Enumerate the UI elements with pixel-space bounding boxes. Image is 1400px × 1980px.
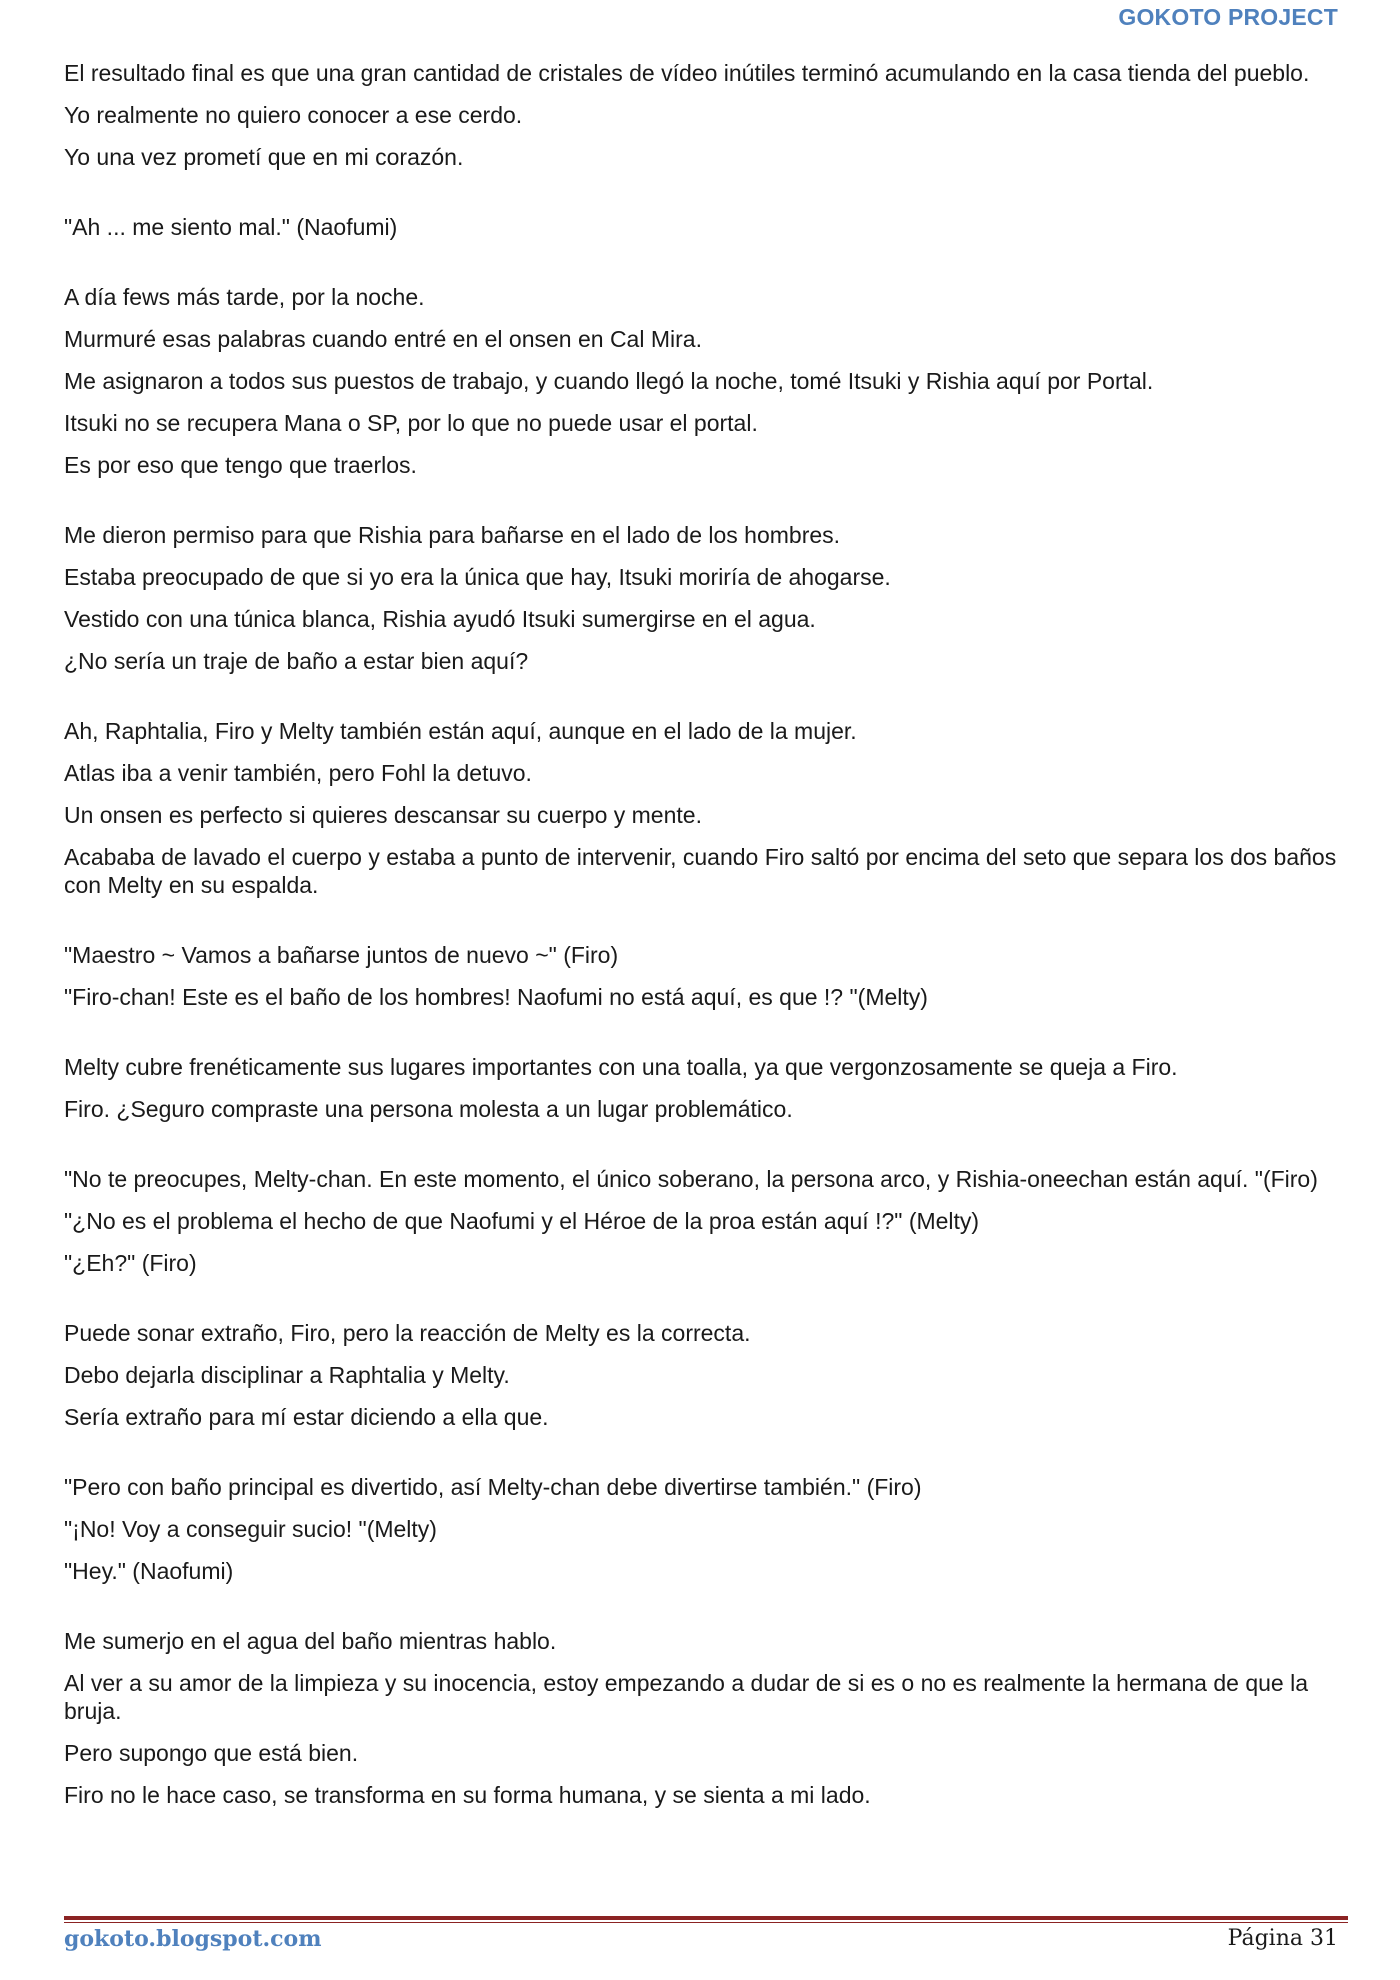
- paragraph: Vestido con una túnica blanca, Rishia ayudó Itsuki sumergirse en el agua.: [64, 606, 816, 632]
- paragraph-gap: [64, 493, 1344, 521]
- paragraph: "Pero con baño principal es divertido, así Melty-chan debe divertirse también." (Firo): [64, 1474, 922, 1500]
- paragraph: Ah, Raphtalia, Firo y Melty también están aquí, aunque en el lado de la mujer.: [64, 718, 857, 744]
- paragraph: Estaba preocupado de que si yo era la única que hay, Itsuki moriría de ahogarse.: [64, 564, 891, 590]
- footer-site-link[interactable]: gokoto.blogspot.com: [64, 1926, 322, 1952]
- paragraph: "¿No es el problema el hecho de que Naofumi y el Héroe de la proa están aquí !?" (Melty): [64, 1208, 980, 1234]
- paragraph-gap: [64, 1025, 1344, 1053]
- paragraph: El resultado final es que una gran cantidad de cristales de vídeo inútiles terminó acumulando en la casa tienda del pueblo.: [64, 60, 1310, 86]
- footer-divider: [64, 1916, 1348, 1920]
- paragraph: "Ah ... me siento mal." (Naofumi): [64, 214, 398, 240]
- document-body: [64, 59, 1344, 1823]
- paragraph: Firo. ¿Seguro compraste una persona molesta a un lugar problemático.: [64, 1096, 793, 1122]
- paragraph: Sería extraño para mí estar diciendo a ella que.: [64, 1404, 549, 1430]
- paragraph: Pero supongo que está bien.: [64, 1740, 359, 1766]
- paragraph: Un onsen es perfecto si quieres descansar su cuerpo y mente.: [64, 802, 702, 828]
- paragraph-gap: [64, 255, 1344, 283]
- paragraph: Me sumerjo en el agua del baño mientras hablo.: [64, 1628, 557, 1654]
- paragraph: Me dieron permiso para que Rishia para bañarse en el lado de los hombres.: [64, 522, 841, 548]
- paragraph-gap: [64, 185, 1344, 213]
- paragraph: "¡No! Voy a conseguir sucio! "(Melty): [64, 1516, 437, 1542]
- paragraph: A día fews más tarde, por la noche.: [64, 284, 425, 310]
- paragraph: Me asignaron a todos sus puestos de trabajo, y cuando llegó la noche, tomé Itsuki y Rishia aquí por Portal.: [64, 368, 1154, 394]
- paragraph: "Maestro ~ Vamos a bañarse juntos de nuevo ~" (Firo): [64, 942, 619, 968]
- footer-divider-thin: [64, 1922, 1348, 1923]
- paragraph: Yo realmente no quiero conocer a ese cerdo.: [64, 102, 523, 128]
- paragraph: Al ver a su amor de la limpieza y su inocencia, estoy empezando a dudar de si es o no es realmente la hermana de que la bruja.: [64, 1670, 1308, 1724]
- paragraph: Yo una vez prometí que en mi corazón.: [64, 144, 464, 170]
- page-number: Página 31: [1227, 1926, 1338, 1951]
- paragraph: ¿No sería un traje de baño a estar bien aquí?: [64, 648, 529, 674]
- paragraph: "No te preocupes, Melty-chan. En este momento, el único soberano, la persona arco, y Rishia-oneechan están aquí. "(Firo): [64, 1166, 1318, 1192]
- paragraph: Melty cubre frenéticamente sus lugares importantes con una toalla, ya que vergonzosamente se queja a Firo.: [64, 1054, 1178, 1080]
- header-title: GOKOTO PROJECT: [1118, 4, 1338, 30]
- paragraph: "Hey." (Naofumi): [64, 1558, 234, 1584]
- paragraph: Puede sonar extraño, Firo, pero la reacción de Melty es la correcta.: [64, 1320, 751, 1346]
- paragraph: "Firo-chan! Este es el baño de los hombres! Naofumi no está aquí, es que !? "(Melty): [64, 984, 928, 1010]
- paragraph: Firo no le hace caso, se transforma en su forma humana, y se sienta a mi lado.: [64, 1782, 871, 1808]
- paragraph: "¿Eh?" (Firo): [64, 1250, 197, 1276]
- paragraph: Atlas iba a venir también, pero Fohl la detuvo.: [64, 760, 532, 786]
- paragraph-gap: [64, 1445, 1344, 1473]
- paragraph: Murmuré esas palabras cuando entré en el onsen en Cal Mira.: [64, 326, 702, 352]
- paragraph-gap: [64, 1291, 1344, 1319]
- paragraph: Debo dejarla disciplinar a Raphtalia y Melty.: [64, 1362, 510, 1388]
- paragraph-gap: [64, 1599, 1344, 1627]
- paragraph-gap: [64, 913, 1344, 941]
- paragraph: Es por eso que tengo que traerlos.: [64, 452, 417, 478]
- paragraph: Itsuki no se recupera Mana o SP, por lo que no puede usar el portal.: [64, 410, 758, 436]
- paragraph-gap: [64, 689, 1344, 717]
- paragraph-gap: [64, 1137, 1344, 1165]
- paragraph: Acababa de lavado el cuerpo y estaba a punto de intervenir, cuando Firo saltó por encima del seto que separa los dos baños con Melty en su espalda.: [64, 844, 1337, 898]
